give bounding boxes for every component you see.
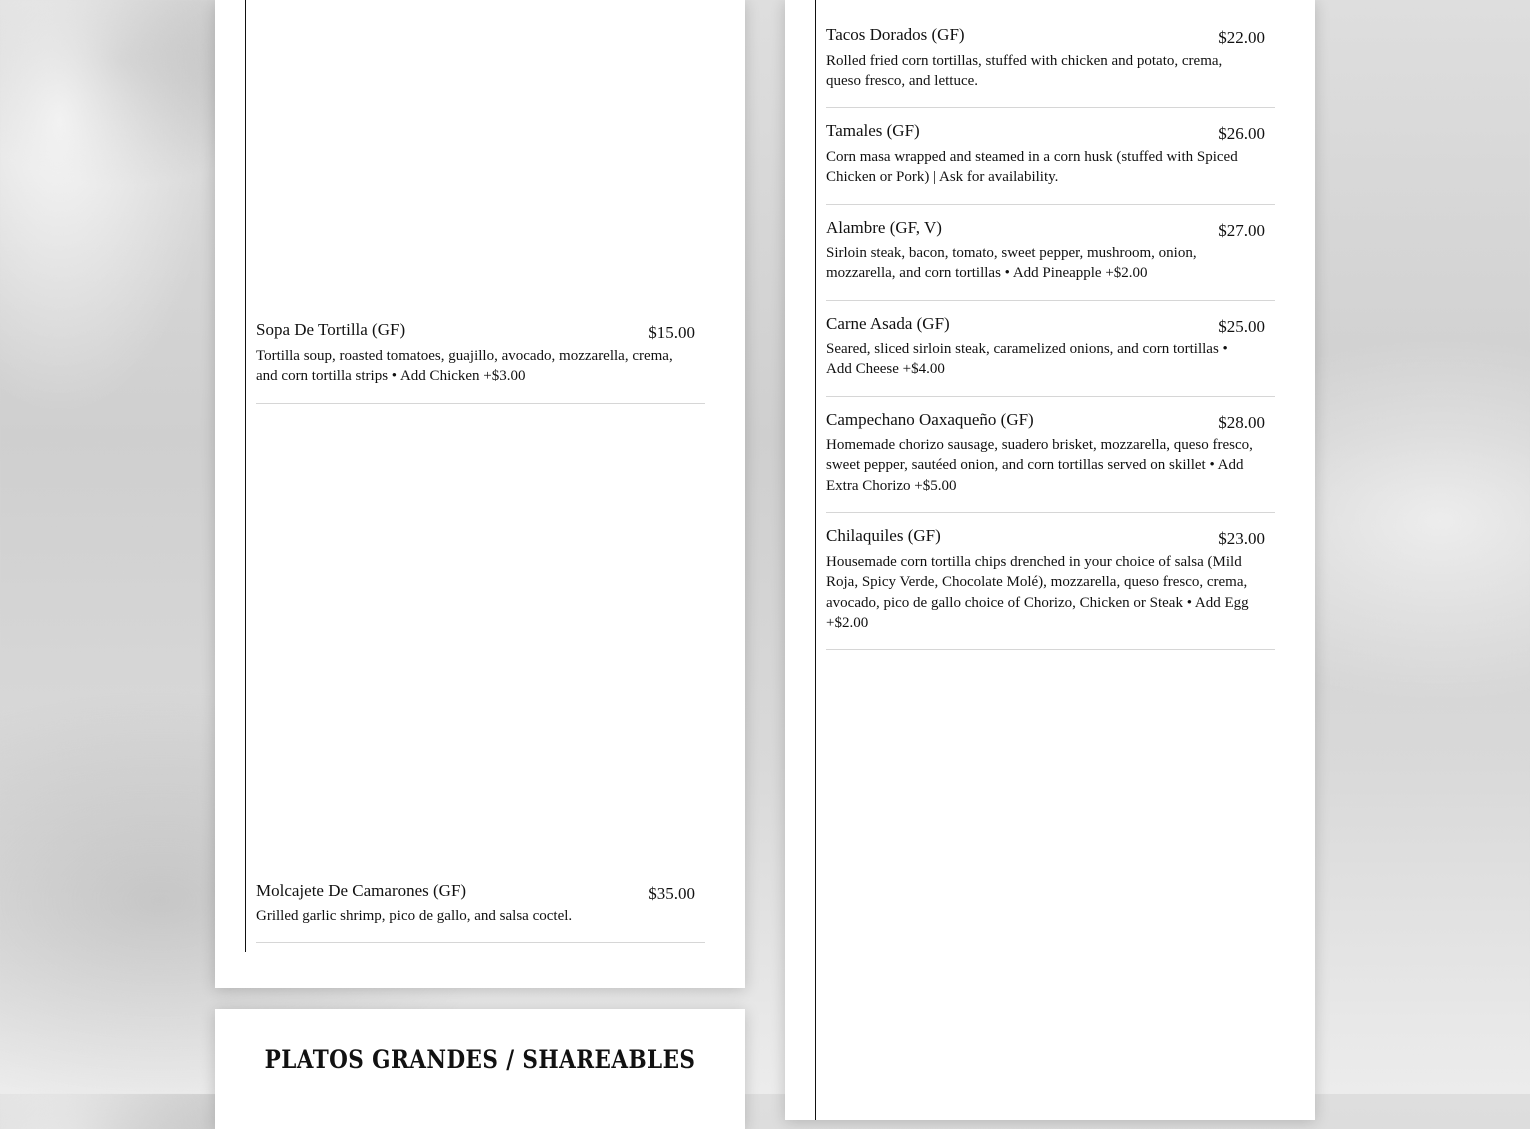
item-name: Carne Asada (GF) xyxy=(826,314,950,333)
menu-item xyxy=(826,526,1275,650)
item-price: $27.00 xyxy=(1218,221,1265,240)
item-name: Chilaquiles (GF) xyxy=(826,526,941,545)
item-description: Tortilla soup, roasted tomatoes, guajillo, avocado, mozzarella, crema, and corn tortilla strips • Add Chicken +$3.00 xyxy=(256,348,673,385)
menu-panel-right xyxy=(785,0,1315,1120)
menu-item xyxy=(826,410,1275,513)
menu-item xyxy=(256,881,705,943)
menu-item xyxy=(826,25,1275,108)
item-price: $28.00 xyxy=(1218,413,1265,432)
column-divider xyxy=(245,0,246,952)
item-description: Grilled garlic shrimp, pico de gallo, and salsa coctel. xyxy=(256,908,573,924)
item-price: $25.00 xyxy=(1218,317,1265,336)
item-description: Homemade chorizo sausage, suadero brisket, mozzarella, queso fresco, sweet pepper, sautéed onion, and corn tortillas served on skillet • Add Extra Chorizo +$5.00 xyxy=(826,437,1253,494)
section-title: PLATOS GRANDES / SHAREABLES xyxy=(264,1045,696,1074)
item-name: Campechano Oaxaqueño (GF) xyxy=(826,410,1034,429)
item-name: Alambre (GF, V) xyxy=(826,218,942,237)
item-name: Tacos Dorados (GF) xyxy=(826,25,965,44)
menu-panel-left xyxy=(215,0,745,988)
menu-item xyxy=(256,320,705,404)
item-name: Tamales (GF) xyxy=(826,121,920,140)
item-description: Corn masa wrapped and steamed in a corn husk (stuffed with Spiced Chicken or Pork) | Ask for availability. xyxy=(826,149,1238,186)
menu-panel-section xyxy=(215,1009,745,1129)
item-price: $22.00 xyxy=(1218,28,1265,47)
item-name: Sopa De Tortilla (GF) xyxy=(256,320,406,339)
column-divider xyxy=(815,0,816,1120)
item-description: Sirloin steak, bacon, tomato, sweet pepper, mushroom, onion, mozzarella, and corn tortillas • Add Pineapple +$2.00 xyxy=(826,245,1197,282)
item-description: Rolled fried corn tortillas, stuffed with chicken and potato, crema, queso fresco, and lettuce. xyxy=(826,53,1223,90)
item-description: Housemade corn tortilla chips drenched in your choice of salsa (Mild Roja, Spicy Verde, Chocolate Molé), mozzarella, queso fresco, crema, avocado, pico de gallo choice of Chorizo, Chicken or Steak • Add Egg +$2.00 xyxy=(826,554,1249,631)
menu-item xyxy=(826,121,1275,205)
item-price: $15.00 xyxy=(648,323,695,342)
item-price: $26.00 xyxy=(1218,124,1265,143)
menu-item xyxy=(826,218,1275,301)
item-price: $35.00 xyxy=(648,884,695,903)
menu-item xyxy=(826,314,1275,397)
item-name: Molcajete De Camarones (GF) xyxy=(256,881,467,900)
item-price: $23.00 xyxy=(1218,529,1265,548)
item-description: Seared, sliced sirloin steak, caramelized onions, and corn tortillas • Add Cheese +$4.00 xyxy=(826,341,1228,378)
